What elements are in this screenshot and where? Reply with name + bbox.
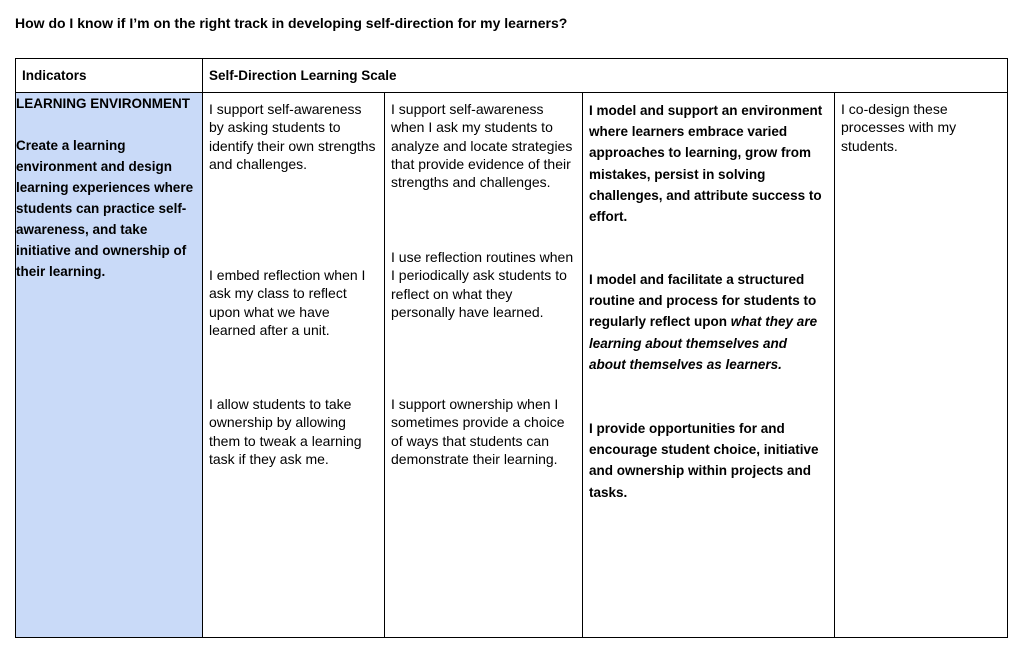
level-2-ownership: I support ownership when I sometimes provide a choice of ways that students can demonstrate their learning.	[391, 396, 565, 467]
header-scale: Self-Direction Learning Scale	[203, 59, 1008, 93]
page-title: How do I know if I’m on the right track in developing self-direction for my learners?	[15, 15, 568, 31]
scale-level-4-cell	[835, 93, 1008, 638]
level-3-ownership: I provide opportunities for and encourage student choice, initiative and ownership within projects and tasks.	[589, 421, 819, 500]
level-2-self-awareness: I support self-awareness when I ask my students to analyze and locate strategies that provide evidence of their strengths and challenges.	[391, 101, 573, 191]
level-1-reflection: I embed reflection when I ask my class to reflect upon what we have learned after a unit.	[209, 267, 366, 338]
table-header-row	[16, 59, 1008, 93]
header-indicators: Indicators	[16, 59, 203, 93]
level-1-ownership: I allow students to take ownership by allowing them to tweak a learning task if they ask me.	[209, 396, 362, 467]
level-4-co-design: I co-design these processes with my students.	[841, 101, 957, 154]
self-direction-table	[15, 58, 1008, 638]
level-3-reflection	[589, 269, 826, 375]
scale-level-1-cell	[203, 93, 385, 638]
scale-level-3-cell	[583, 93, 835, 638]
level-3-reflection-emphasis: what they are learning about themselves and about themselves as learners.	[589, 314, 818, 372]
scale-level-2-cell	[385, 93, 583, 638]
indicator-description: Create a learning environment and design learning experiences where students can practice self-awareness, and take initiative and ownership of their learning.	[16, 138, 194, 279]
indicator-cell	[16, 93, 203, 638]
level-3-reflection-prefix: I model and facilitate a structured routine and process for students to regularly reflect upon	[589, 272, 817, 330]
table-row-learning-environment	[16, 93, 1008, 638]
level-2-reflection: I use reflection routines when I periodically ask students to reflect on what they personally have learned.	[391, 249, 574, 320]
indicator-heading: LEARNING ENVIRONMENT	[16, 96, 191, 111]
level-1-self-awareness: I support self-awareness by asking students to identify their own strengths and challenges.	[209, 101, 376, 172]
level-3-environment: I model and support an environment where learners embrace varied approaches to learning, grow from mistakes, persist in solving challenges, and attribute success to effort.	[589, 103, 823, 225]
